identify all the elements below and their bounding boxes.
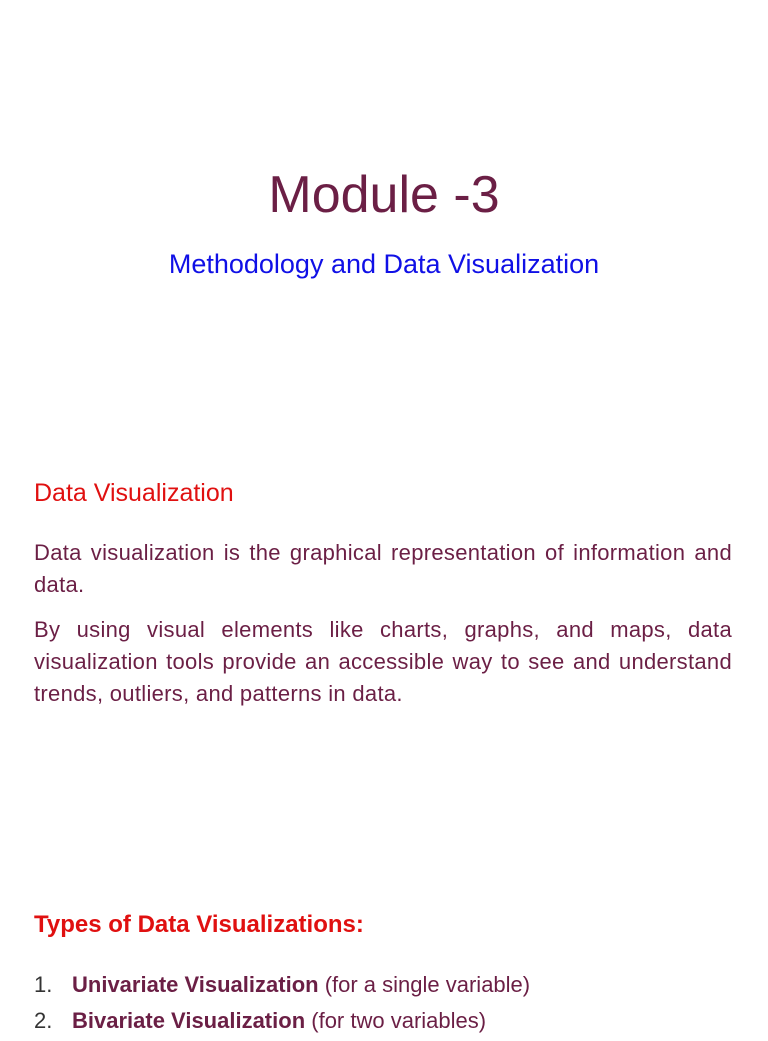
paragraph-description: By using visual elements like charts, graphs, and maps, data visualization tools provide an accessible way to see and understand trends, outliers, and patterns in data. xyxy=(34,617,732,706)
list-item-description: (for a single variable) xyxy=(318,972,531,997)
list-item xyxy=(34,969,754,1001)
list-item-number: 2. xyxy=(34,1008,53,1033)
list-item xyxy=(34,1005,754,1037)
types-heading: Types of Data Visualizations: xyxy=(34,911,364,938)
section-heading-data-visualization: Data Visualization xyxy=(34,479,234,507)
list-item-name: Bivariate Visualization xyxy=(72,1008,306,1033)
module-title: Module -3 xyxy=(268,166,500,224)
list-item-description: (for two variables) xyxy=(305,1008,487,1033)
list-item-name: Univariate Visualization xyxy=(72,972,319,997)
paragraph-definition: Data visualization is the graphical representation of information and data. xyxy=(34,540,732,597)
list-item-number: 1. xyxy=(34,972,53,997)
module-subtitle: Methodology and Data Visualization xyxy=(168,249,600,279)
types-list xyxy=(34,969,754,1041)
